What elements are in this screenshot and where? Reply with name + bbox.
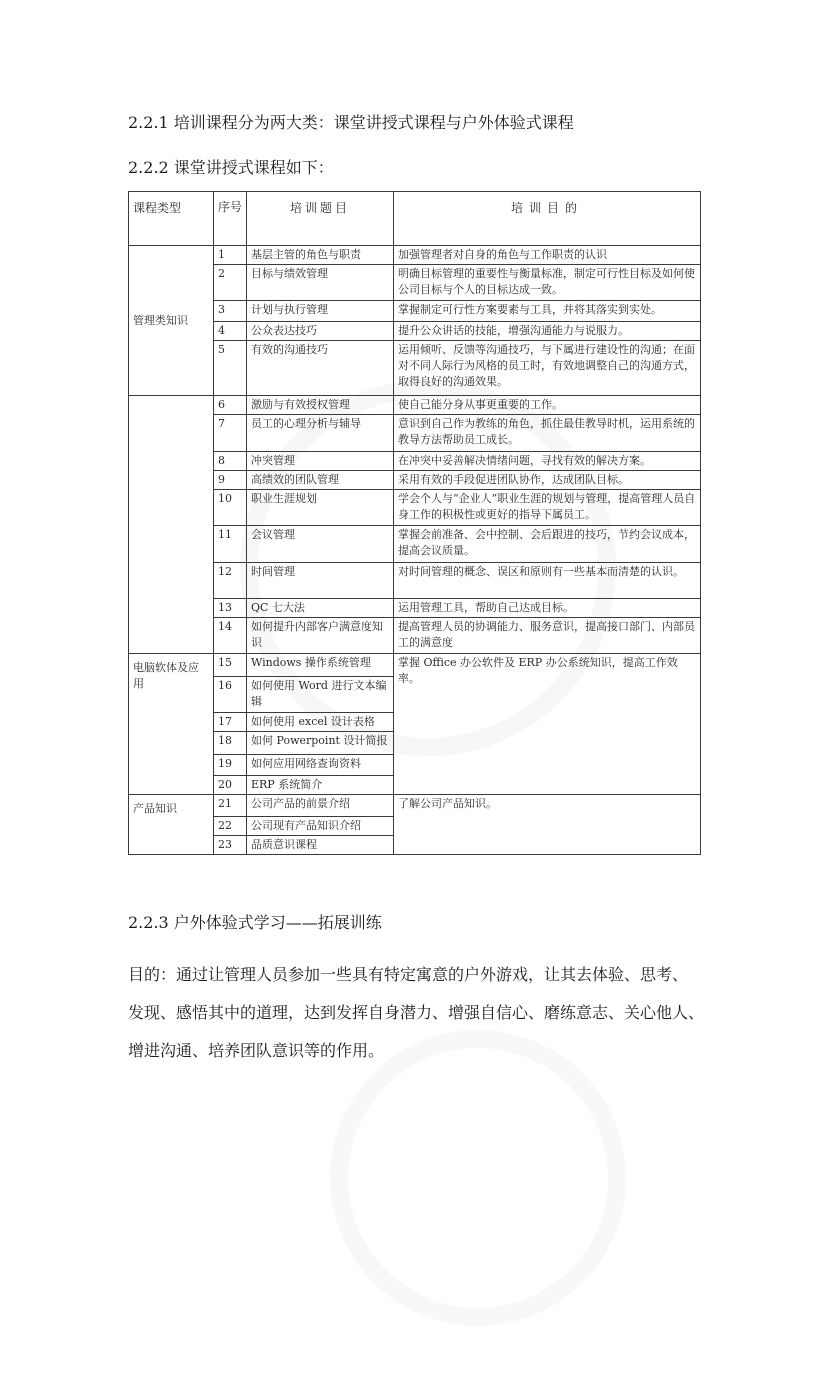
product-goal: 了解公司产品知识。 bbox=[394, 795, 701, 855]
row-goal: 加强管理者对自身的角色与工作职责的认识 bbox=[394, 246, 701, 265]
row-topic: 品质意识课程 bbox=[247, 836, 394, 855]
row-number: 1 bbox=[214, 246, 247, 265]
table-row bbox=[129, 563, 701, 599]
table-row bbox=[129, 599, 701, 618]
row-goal: 学会个人与“企业人”职业生涯的规划与管理，提高管理人员自身工作的积极性或更好的指导下属员工。 bbox=[394, 490, 701, 526]
row-topic: 计划与执行管理 bbox=[247, 301, 394, 322]
table-row bbox=[129, 396, 701, 415]
row-goal: 运用管理工具，帮助自己达成目标。 bbox=[394, 599, 701, 618]
row-topic: 时间管理 bbox=[247, 563, 394, 599]
paragraph-line: 发现、感悟其中的道理，达到发挥自身潜力、增强自信心、磨练意志、关心他人、 bbox=[128, 1003, 705, 1022]
table-row bbox=[129, 265, 701, 301]
row-topic: 高绩效的团队管理 bbox=[247, 471, 394, 490]
header-seq: 序号 bbox=[214, 192, 247, 246]
row-topic: 职业生涯规划 bbox=[247, 490, 394, 526]
row-goal: 对时间管理的概念、误区和原则有一些基本而清楚的认识。 bbox=[394, 563, 701, 599]
row-number: 15 bbox=[214, 654, 247, 677]
table-row bbox=[129, 618, 701, 654]
row-number: 7 bbox=[214, 415, 247, 452]
row-topic: 如何 Powerpoint 设计简报 bbox=[247, 732, 394, 755]
row-goal: 在冲突中妥善解决情绪问题，寻找有效的解决方案。 bbox=[394, 452, 701, 471]
row-topic: 激励与有效授权管理 bbox=[247, 396, 394, 415]
row-number: 5 bbox=[214, 341, 247, 396]
row-number: 13 bbox=[214, 599, 247, 618]
row-topic: 冲突管理 bbox=[247, 452, 394, 471]
row-number: 4 bbox=[214, 322, 247, 341]
row-number: 11 bbox=[214, 526, 247, 563]
row-topic: 有效的沟通技巧 bbox=[247, 341, 394, 396]
row-number: 21 bbox=[214, 795, 247, 817]
row-goal: 提高管理人员的协调能力、服务意识，提高接口部门、内部员工的满意度 bbox=[394, 618, 701, 654]
row-number: 9 bbox=[214, 471, 247, 490]
section-heading-2-2-1: 2.2.1 培训课程分为两大类：课堂讲授式课程与户外体验式课程 bbox=[128, 113, 574, 132]
row-topic: 公司产品的前景介绍 bbox=[247, 795, 394, 817]
category-computer: 电脑软体及应用 bbox=[129, 654, 214, 795]
row-goal: 掌握制定可行性方案要素与工具，并将其落实到实处。 bbox=[394, 301, 701, 322]
table-row bbox=[129, 795, 701, 817]
row-topic: 如何应用网络查询资料 bbox=[247, 755, 394, 776]
row-goal: 运用倾听、反馈等沟通技巧，与下属进行建设性的沟通；在面对不同人际行为风格的员工时，有效地调整自己的沟通方式，取得良好的沟通效果。 bbox=[394, 341, 701, 396]
row-topic: 基层主管的角色与职责 bbox=[247, 246, 394, 265]
table-row bbox=[129, 452, 701, 471]
row-topic: QC 七大法 bbox=[247, 599, 394, 618]
row-goal: 采用有效的手段促进团队协作，达成团队目标。 bbox=[394, 471, 701, 490]
row-topic: 公众表达技巧 bbox=[247, 322, 394, 341]
row-number: 20 bbox=[214, 776, 247, 795]
table-row bbox=[129, 654, 701, 677]
table-row bbox=[129, 471, 701, 490]
category-management-cont bbox=[129, 396, 214, 654]
header-topic: 培训题目 bbox=[247, 192, 394, 246]
row-number: 14 bbox=[214, 618, 247, 654]
section-heading-2-2-2: 2.2.2 课堂讲授式课程如下： bbox=[128, 158, 334, 177]
table-row bbox=[129, 246, 701, 265]
section-heading-2-2-3: 2.2.3 户外体验式学习——拓展训练 bbox=[128, 913, 382, 932]
row-number: 18 bbox=[214, 732, 247, 755]
category-management: 管理类知识 bbox=[129, 246, 214, 396]
row-number: 10 bbox=[214, 490, 247, 526]
row-goal: 提升公众讲话的技能，增强沟通能力与说服力。 bbox=[394, 322, 701, 341]
paragraph-line: 目的：通过让管理人员参加一些具有特定寓意的户外游戏，让其去体验、思考、 bbox=[128, 965, 689, 984]
row-topic: 如何提升内部客户满意度知识 bbox=[247, 618, 394, 654]
row-goal: 明确目标管理的重要性与衡量标准，制定可行性目标及如何使公司目标与个人的目标达成一致。 bbox=[394, 265, 701, 301]
table-row bbox=[129, 341, 701, 396]
course-table bbox=[128, 191, 701, 855]
table-row bbox=[129, 526, 701, 563]
row-number: 16 bbox=[214, 677, 247, 713]
header-goal: 培训目的 bbox=[394, 192, 701, 246]
row-number: 17 bbox=[214, 713, 247, 732]
header-course-type: 课程类型 bbox=[129, 192, 214, 246]
row-topic: 会议管理 bbox=[247, 526, 394, 563]
row-topic: Windows 操作系统管理 bbox=[247, 654, 394, 677]
row-topic: 员工的心理分析与辅导 bbox=[247, 415, 394, 452]
row-number: 3 bbox=[214, 301, 247, 322]
table-row bbox=[129, 490, 701, 526]
row-number: 12 bbox=[214, 563, 247, 599]
row-topic: 如何使用 excel 设计表格 bbox=[247, 713, 394, 732]
category-product: 产品知识 bbox=[129, 795, 214, 855]
table-row bbox=[129, 415, 701, 452]
computer-goal: 掌握 Office 办公软件及 ERP 办公系统知识，提高工作效率。 bbox=[394, 654, 701, 795]
row-topic: 目标与绩效管理 bbox=[247, 265, 394, 301]
row-goal: 使自己能分身从事更重要的工作。 bbox=[394, 396, 701, 415]
table-row bbox=[129, 322, 701, 341]
table-row bbox=[129, 301, 701, 322]
row-number: 8 bbox=[214, 452, 247, 471]
row-goal: 意识到自己作为教练的角色，抓住最佳教导时机，运用系统的教导方法帮助员工成长。 bbox=[394, 415, 701, 452]
row-number: 6 bbox=[214, 396, 247, 415]
row-number: 2 bbox=[214, 265, 247, 301]
row-number: 22 bbox=[214, 817, 247, 836]
paragraph-line: 增进沟通、培养团队意识等的作用。 bbox=[128, 1041, 385, 1060]
row-topic: 如何使用 Word 进行文本编辑 bbox=[247, 677, 394, 713]
table-header-row bbox=[129, 192, 701, 246]
row-topic: ERP 系统简介 bbox=[247, 776, 394, 795]
row-goal: 掌握会前准备、会中控制、会后跟进的技巧，节约会议成本，提高会议质量。 bbox=[394, 526, 701, 563]
row-number: 23 bbox=[214, 836, 247, 855]
row-number: 19 bbox=[214, 755, 247, 776]
row-topic: 公司现有产品知识介绍 bbox=[247, 817, 394, 836]
outdoor-training-purpose bbox=[128, 956, 718, 1070]
